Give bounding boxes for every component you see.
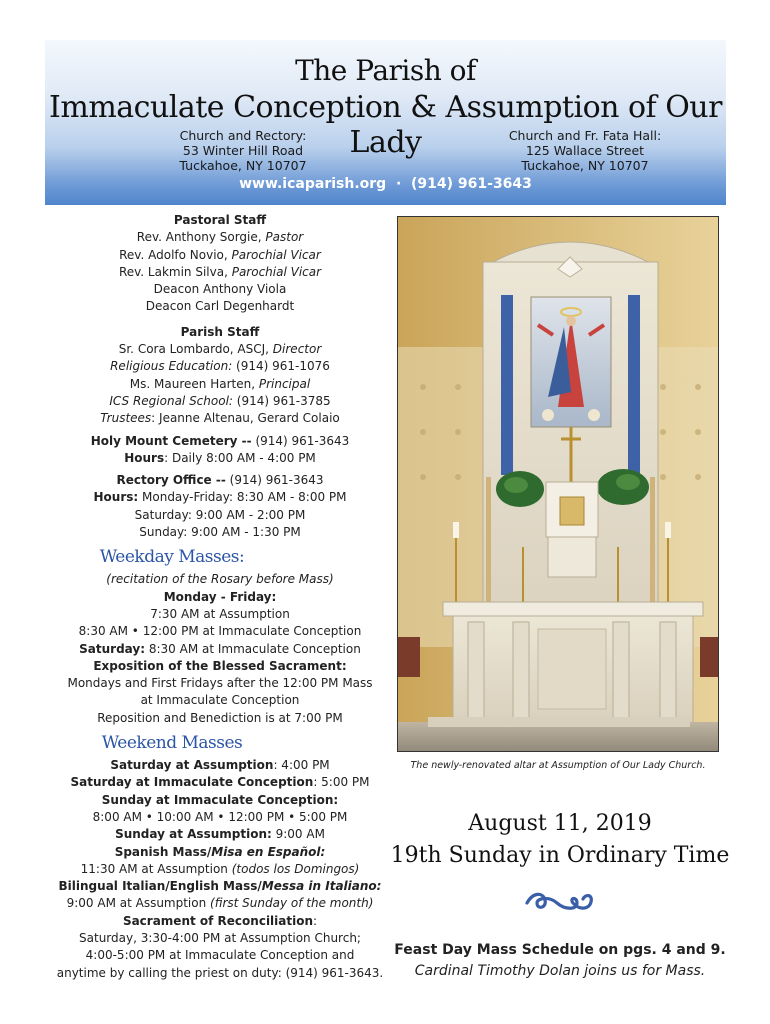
principal-line: Ms. Maureen Harten, Principal bbox=[129, 376, 311, 391]
director-line: Sr. Cora Lombardo, ASCJ, Director bbox=[118, 342, 322, 357]
mon-fri-mass: 7:30 AM at Assumption bbox=[150, 606, 290, 621]
parish-title-line1: The Parish of bbox=[295, 54, 476, 87]
parish-staff-heading: Parish Staff bbox=[180, 324, 260, 339]
hall-address-line: Church and Fr. Fata Hall: bbox=[508, 128, 662, 143]
rectory-office-line: Rectory Office -- (914) 961-3643 bbox=[116, 473, 324, 488]
spanish-mass-label: Spanish Mass/Misa en Español: bbox=[114, 844, 326, 859]
website-link[interactable]: www.icaparish.org bbox=[239, 176, 387, 192]
rectory-hours-saturday: Saturday: 9:00 AM - 2:00 PM bbox=[134, 507, 306, 522]
saturday-mass: Saturday: 8:30 AM at Immaculate Conception bbox=[79, 641, 361, 656]
photo-caption: The newly-renovated altar at Assumption of Our Lady Church. bbox=[410, 760, 706, 771]
bulletin-date-block bbox=[380, 808, 740, 872]
cardinal-note: Cardinal Timothy Dolan joins us for Mass. bbox=[414, 963, 706, 979]
rectory-hours-sunday: Sunday: 9:00 AM - 1:30 PM bbox=[139, 525, 301, 540]
parish-title-line2: Immaculate Conception & Assumption of Our Lady bbox=[49, 90, 722, 160]
weekday-masses-heading: Weekday Masses: bbox=[99, 547, 245, 568]
header-banner bbox=[45, 40, 726, 205]
altar-photo bbox=[397, 216, 719, 752]
mon-fri-mass: 8:30 AM • 12:00 PM at Immaculate Conception bbox=[78, 624, 362, 639]
weekend-masses-heading: Weekend Masses bbox=[101, 733, 243, 754]
rosary-note: (recitation of the Rosary before Mass) bbox=[106, 572, 334, 587]
cemetery-hours: Hours: Daily 8:00 AM - 4:00 PM bbox=[124, 450, 316, 465]
staff-member: Rev. Lakmin Silva, Parochial Vicar bbox=[118, 264, 322, 279]
sat-ic-mass: Saturday at Immaculate Conception: 5:00 PM bbox=[70, 775, 370, 790]
italian-mass-time: 9:00 AM at Assumption (first Sunday of the month) bbox=[66, 896, 374, 911]
feast-schedule-note: Feast Day Mass Schedule on pgs. 4 and 9. bbox=[394, 942, 726, 958]
pastoral-staff-heading: Pastoral Staff bbox=[173, 213, 267, 227]
italian-mass-label: Bilingual Italian/English Mass/Messa in Italiano: bbox=[58, 879, 382, 894]
reposition-line: Reposition and Benediction is at 7:00 PM bbox=[97, 710, 343, 725]
feast-notes bbox=[380, 940, 740, 982]
hall-address-line: Tuckahoe, NY 10707 bbox=[521, 158, 649, 173]
liturgical-occasion: 19th Sunday in Ordinary Time bbox=[390, 843, 730, 868]
sun-ic-times: 8:00 AM • 10:00 AM • 12:00 PM • 5:00 PM bbox=[92, 809, 348, 824]
exposition-line: Mondays and First Fridays after the 12:00 PM Mass bbox=[67, 676, 373, 691]
hall-address bbox=[475, 128, 695, 173]
reconciliation-line: anytime by calling the priest on duty: (914) 961-3643. bbox=[56, 965, 384, 980]
rectory-address-line: Tuckahoe, NY 10707 bbox=[179, 158, 307, 173]
left-column bbox=[55, 212, 385, 982]
staff-member: Deacon Anthony Viola bbox=[153, 282, 287, 297]
exposition-label: Exposition of the Blessed Sacrament: bbox=[93, 658, 347, 673]
religious-ed-line: Religious Education: (914) 961-1076 bbox=[110, 359, 330, 374]
reconciliation-line: Saturday, 3:30-4:00 PM at Assumption Church; bbox=[79, 930, 361, 945]
rectory-address-line: Church and Rectory: bbox=[179, 128, 307, 143]
staff-member: Rev. Adolfo Novio, Parochial Vicar bbox=[119, 247, 321, 262]
reconciliation-label: Sacrament of Reconciliation: bbox=[122, 913, 318, 928]
separator-dot: · bbox=[395, 176, 402, 192]
staff-member: Rev. Anthony Sorgie, Pastor bbox=[136, 230, 304, 245]
spanish-mass-time: 11:30 AM at Assumption (todos los Domingos) bbox=[80, 861, 360, 876]
reconciliation-line: 4:00-5:00 PM at Immaculate Conception and bbox=[85, 948, 355, 963]
sat-assumption-mass: Saturday at Assumption: 4:00 PM bbox=[110, 758, 330, 773]
hall-address-line: 125 Wallace Street bbox=[525, 143, 645, 158]
rectory-address-line: 53 Winter Hill Road bbox=[182, 143, 304, 158]
trustees-line: Trustees: Jeanne Altenau, Gerard Colaio bbox=[100, 411, 340, 426]
cemetery-line: Holy Mount Cemetery -- (914) 961-3643 bbox=[90, 433, 350, 448]
contact-line bbox=[45, 176, 726, 192]
altar-illustration bbox=[398, 217, 719, 752]
staff-member: Deacon Carl Degenhardt bbox=[145, 299, 295, 314]
rectory-hours-weekday: Hours: Monday-Friday: 8:30 AM - 8:00 PM bbox=[93, 490, 347, 505]
flourish-ornament-icon bbox=[523, 890, 595, 916]
rectory-address bbox=[133, 128, 353, 173]
mon-fri-label: Monday - Friday: bbox=[163, 589, 277, 604]
exposition-line: at Immaculate Conception bbox=[140, 693, 300, 708]
ics-line: ICS Regional School: (914) 961-3785 bbox=[109, 393, 331, 408]
sun-ic-label: Sunday at Immaculate Conception: bbox=[101, 792, 339, 807]
parish-phone: (914) 961-3643 bbox=[411, 176, 532, 192]
bulletin-date: August 11, 2019 bbox=[468, 811, 652, 836]
sun-assumption-mass: Sunday at Assumption: 9:00 AM bbox=[115, 827, 325, 842]
